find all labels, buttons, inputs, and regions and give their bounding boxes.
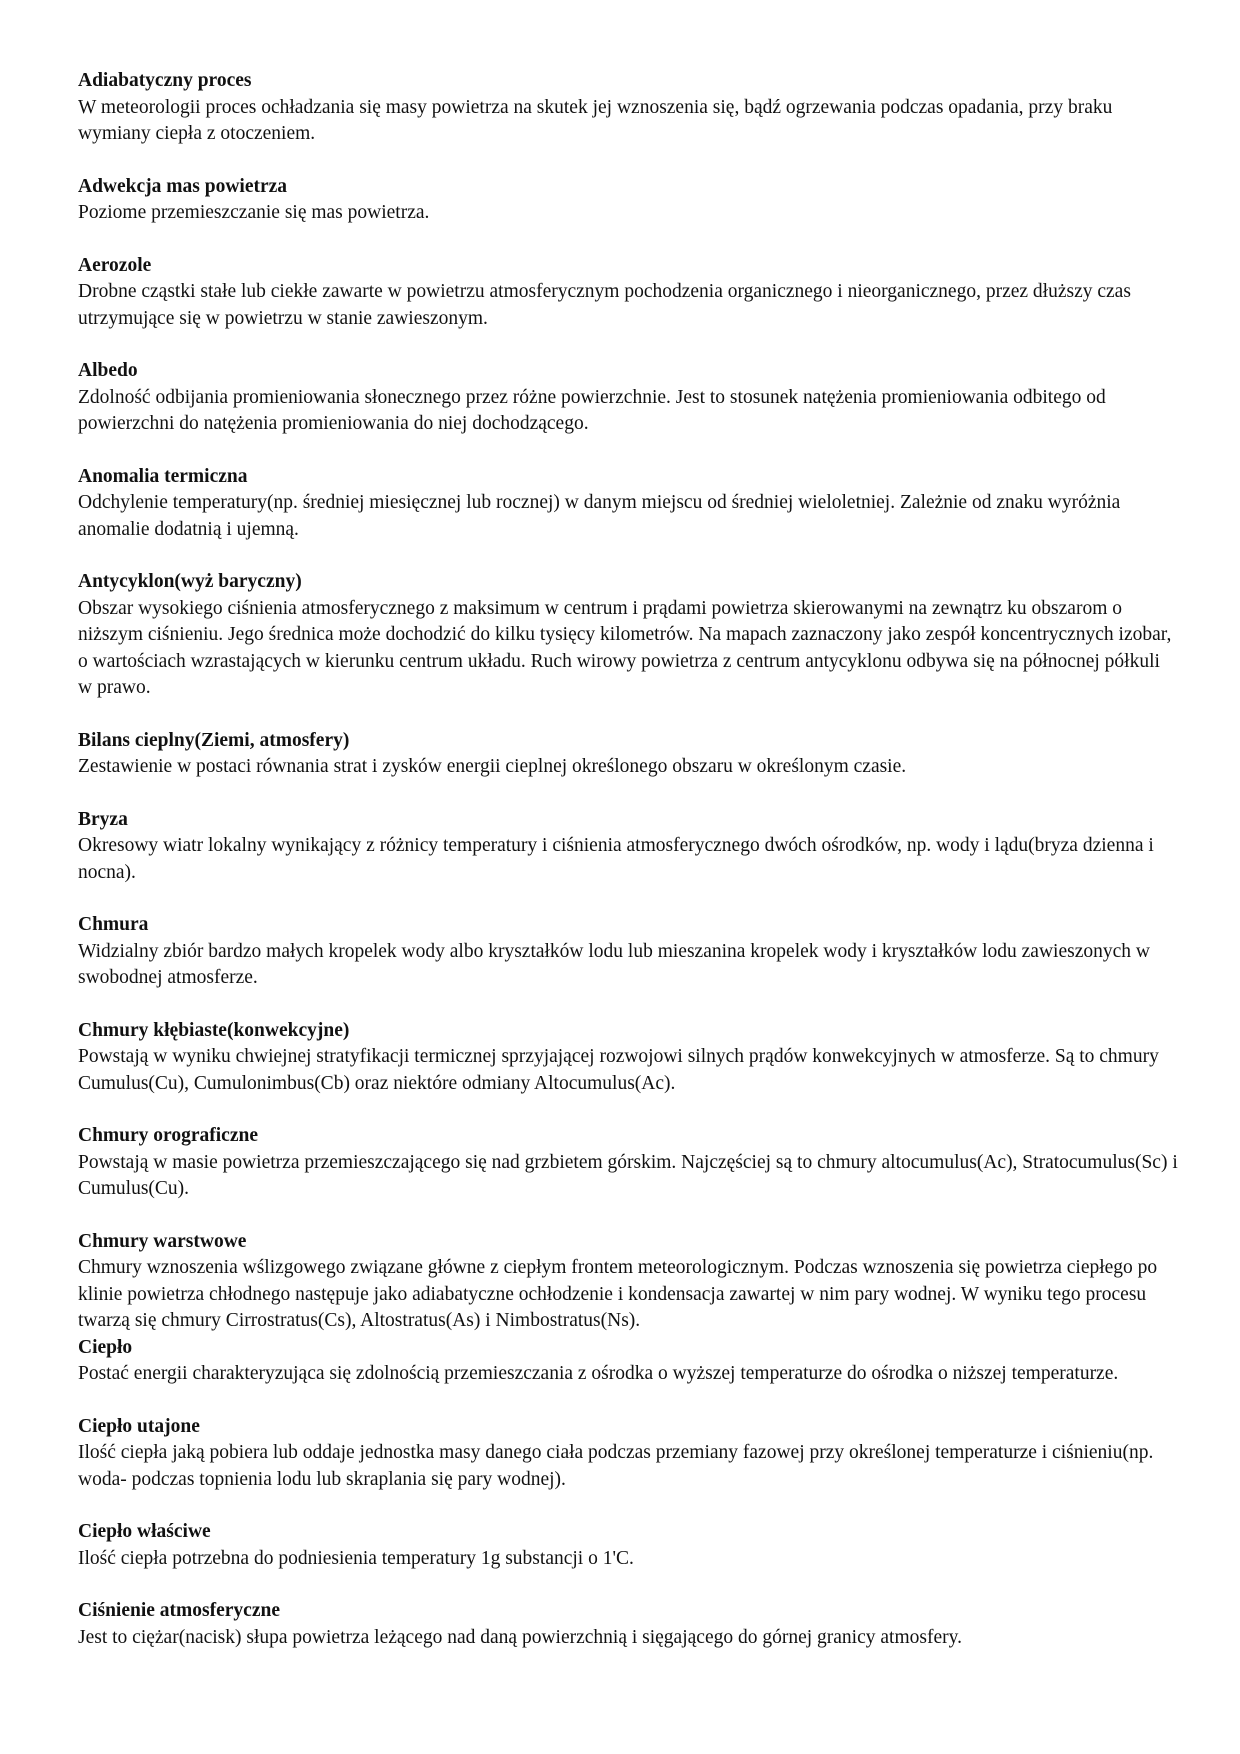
entry-adiabatyczny-proces — [78, 68, 1178, 148]
entry-definition: Postać energii charakteryzująca się zdolnością przemieszczania z ośrodka o wyższej temperaturze do ośrodka o niższej temperaturze. — [78, 1363, 1119, 1384]
entry-definition: Widzialny zbiór bardzo małych kropelek wody albo kryształków lodu lub mieszanina kropelek wody i kryształków lodu zawieszonych w swobodnej atmosferze. — [78, 940, 1150, 988]
entry-definition: Jest to ciężar(nacisk) słupa powietrza leżącego nad daną powierzchnią i sięgającego do górnej granicy atmosfery. — [78, 1626, 962, 1648]
entry-term: Ciepło — [78, 1336, 133, 1358]
entry-term: Anomalia termiczna — [78, 465, 248, 487]
entry-definition: Zdolność odbijania promieniowania słonecznego przez różne powierzchnie. Jest to stosunek natężenia promieniowania odbitego od powierzchni do natężenia promieniowania do niej dochodzącego. — [78, 386, 1106, 434]
entry-adwekcja — [78, 174, 1178, 227]
entry-term: Ciepło utajone — [78, 1415, 200, 1437]
entry-definition: Powstają w masie powietrza przemieszczającego się nad grzbietem górskim. Najczęściej są to chmury altocumulus(Ac), Stratocumulus(Sc) i Cumulus(Cu). — [78, 1151, 1178, 1199]
entry-term: Aerozole — [78, 254, 152, 276]
entry-definition: Powstają w wyniku chwiejnej stratyfikacji termicznej sprzyjającej rozwojowi silnych prądów konwekcyjnych w atmosferze. Są to chmury Cumulus(Cu), Cumulonimbus(Cb) oraz niektóre odmiany Altocumulus(Ac). — [78, 1046, 1159, 1094]
entry-chmury-klebiaste — [78, 1018, 1178, 1098]
glossary-page — [78, 68, 1178, 1677]
entry-definition: Poziome przemieszczanie się mas powietrza. — [78, 202, 430, 223]
entry-term: Chmury kłębiaste(konwekcyjne) — [78, 1019, 350, 1041]
entry-bilans-cieplny — [78, 728, 1178, 781]
entry-cisnienie-atmosferyczne — [78, 1598, 1178, 1651]
entry-cieplo — [78, 1335, 1178, 1388]
entry-chmury-warstwowe — [78, 1229, 1178, 1335]
entry-definition: Ilość ciepła potrzebna do podniesienia temperatury 1g substancji o 1'C. — [78, 1547, 634, 1569]
entry-term: Chmury orograficzne — [78, 1125, 258, 1146]
entry-definition: Ilość ciepła jaką pobiera lub oddaje jednostka masy danego ciała podczas przemiany fazowej przy określonej temperaturze i ciśnieniu(np. woda- podczas topnienia lodu lub skraplania się pary wodnej). — [78, 1442, 1154, 1490]
entry-cieplo-utajone — [78, 1414, 1178, 1494]
entry-term: Chmury warstwowe — [78, 1230, 247, 1252]
entry-definition: Obszar wysokiego ciśnienia atmosferycznego z maksimum w centrum i prądami powietrza skierowanymi na zewnątrz ku obszarom o niższym ciśnieniu. Jego średnica może dochodzić do kilku tysięcy kilometrów. Na mapach zaznaczony jako zespół koncentrycznych izobar, o wartościach wzrastających w kierunku centrum układu. Ruch wirowy powietrza z centrum antycyklonu odbywa się na północnej półkuli w prawo. — [78, 597, 1172, 698]
entry-term: Albedo — [78, 360, 138, 381]
entry-term: Bilans cieplny(Ziemi, atmosfery) — [78, 729, 350, 751]
entry-term: Adiabatyczny proces — [78, 70, 252, 91]
entry-bryza — [78, 807, 1178, 887]
entry-chmury-orograficzne — [78, 1123, 1178, 1203]
entry-anomalia-termiczna — [78, 464, 1178, 544]
entry-definition: Odchylenie temperatury(np. średniej miesięcznej lub rocznej) w danym miejscu od średniej wieloletniej. Zależnie od znaku wyróżnia anomalie dodatnią i ujemną. — [78, 492, 1121, 540]
entry-albedo — [78, 358, 1178, 438]
entry-term: Ciepło właściwe — [78, 1521, 211, 1542]
entry-term: Adwekcja mas powietrza — [78, 175, 288, 197]
entry-definition: W meteorologii proces ochładzania się masy powietrza na skutek jej wznoszenia się, bądź ogrzewania podczas opadania, przy braku wymiany ciepła z otoczeniem. — [78, 96, 1113, 144]
entry-term: Ciśnienie atmosferyczne — [78, 1600, 280, 1621]
entry-definition: Drobne cząstki stałe lub ciekłe zawarte w powietrzu atmosferycznym pochodzenia organicznego i nieorganicznego, przez dłuższy czas utrzymujące się w powietrzu w stanie zawieszonym. — [78, 281, 1131, 329]
entry-term: Antycyklon(wyż baryczny) — [78, 571, 302, 592]
entry-term: Bryza — [78, 808, 128, 830]
entry-definition: Okresowy wiatr lokalny wynikający z różnicy temperatury i ciśnienia atmosferycznego dwóch ośrodków, np. wody i lądu(bryza dzienna i nocna). — [78, 835, 1154, 883]
entry-definition: Zestawienie w postaci równania strat i zysków energii cieplnej określonego obszaru w określonym czasie. — [78, 756, 907, 777]
entry-chmura — [78, 912, 1178, 992]
entry-term: Chmura — [78, 914, 149, 935]
entry-cieplo-wlasciwe — [78, 1519, 1178, 1572]
entry-aerozole — [78, 253, 1178, 333]
entry-definition: Chmury wznoszenia wślizgowego związane główne z ciepłym frontem meteorologicznym. Podczas wznoszenia się powietrza ciepłego po klinie powietrza chłodnego następuje jako adiabatyczne ochłodzenie i kondensacja zawartej w nim pary wodnej. W wyniku tego procesu twarzą się chmury Cirrostratus(Cs), Altostratus(As) i Nimbostratus(Ns). — [78, 1257, 1158, 1331]
entry-antycyklon — [78, 569, 1178, 702]
